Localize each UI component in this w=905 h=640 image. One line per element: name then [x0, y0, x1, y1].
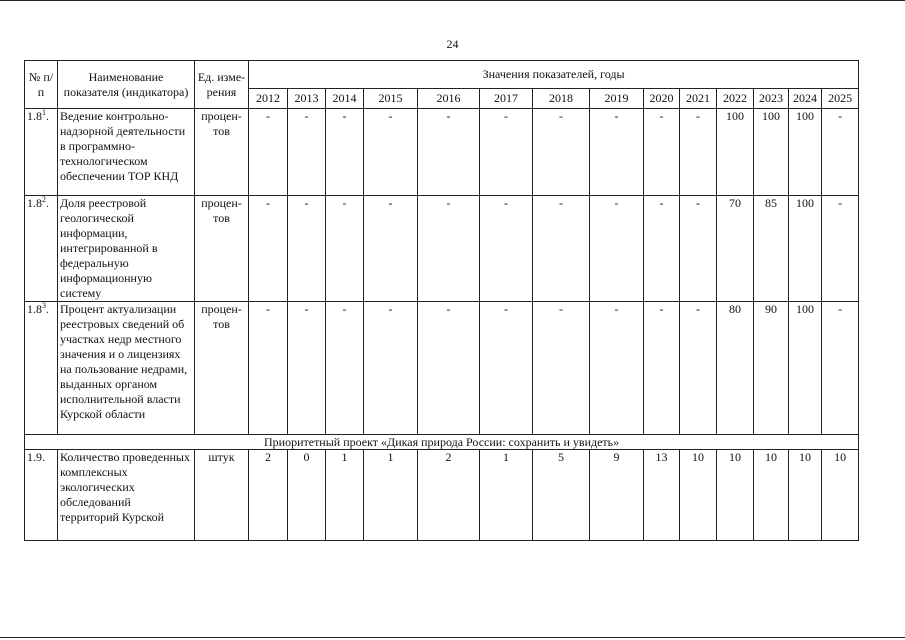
value-cell: 10 [754, 450, 789, 541]
header-year: 2014 [326, 89, 364, 109]
header-year: 2016 [418, 89, 480, 109]
value-cell: - [288, 196, 326, 302]
table-row [25, 109, 859, 196]
header-year: 2023 [754, 89, 789, 109]
value-cell: - [288, 109, 326, 196]
value-cell: 100 [754, 109, 789, 196]
value-cell: - [822, 109, 859, 196]
value-cell: - [480, 302, 533, 435]
section-title: Приоритетный проект «Дикая природа России: сохранить и увидеть» [25, 435, 859, 450]
value-cell: 100 [717, 109, 754, 196]
value-cell: - [326, 302, 364, 435]
indicator-name: Доля реестровой геологической информации, интегрированной в федеральную информационную систему [58, 196, 195, 302]
row-number-text: 1.8 [27, 109, 42, 123]
value-cell: 100 [789, 302, 822, 435]
value-cell: - [326, 109, 364, 196]
value-cell: - [680, 196, 717, 302]
value-cell: - [590, 302, 644, 435]
page-number: 24 [446, 37, 459, 51]
value-cell: - [590, 109, 644, 196]
value-cell: 80 [717, 302, 754, 435]
value-cell: - [822, 196, 859, 302]
header-name: Наименование показателя (индикатора) [58, 61, 195, 109]
value-cell: - [533, 196, 590, 302]
value-cell: 1 [364, 450, 418, 541]
table-row [25, 450, 859, 541]
row-number: $1.8^2$. [25, 196, 58, 302]
row-number-text: 1.8 [27, 302, 42, 316]
header-year: 2025 [822, 89, 859, 109]
value-cell: 70 [717, 196, 754, 302]
value-cell: - [418, 196, 480, 302]
value-cell: - [249, 196, 288, 302]
value-cell: - [249, 302, 288, 435]
scan-border-top [0, 0, 905, 1]
value-cell: 2 [418, 450, 480, 541]
header-year: 2020 [644, 89, 680, 109]
unit-cell: процен-тов [195, 196, 249, 302]
header-year: 2021 [680, 89, 717, 109]
value-cell: - [326, 196, 364, 302]
value-cell: 2 [249, 450, 288, 541]
unit-cell: штук [195, 450, 249, 541]
value-cell: 85 [754, 196, 789, 302]
value-cell: 10 [822, 450, 859, 541]
header-year: 2013 [288, 89, 326, 109]
value-cell: - [680, 109, 717, 196]
scan-border-bottom [0, 637, 905, 638]
value-cell: - [364, 109, 418, 196]
row-number: 1.9. [25, 450, 58, 541]
value-cell: - [480, 196, 533, 302]
value-cell: 5 [533, 450, 590, 541]
row-number-superscript: 2 [42, 195, 46, 204]
value-cell: - [418, 109, 480, 196]
value-cell: - [364, 196, 418, 302]
table-row [25, 196, 859, 302]
row-number-superscript: 3 [42, 301, 46, 310]
header-year: 2019 [590, 89, 644, 109]
header-year: 2017 [480, 89, 533, 109]
value-cell: - [680, 302, 717, 435]
value-cell: 9 [590, 450, 644, 541]
indicator-name: Процент актуализации реестровых сведений об участках недр местного значения и о лицензиях на пользование недрами, выданных органом исполнительной власти Курской области [58, 302, 195, 435]
header-values: Значения показателей, годы [249, 61, 859, 89]
indicator-name: Ведение контрольно-надзорной деятельности в программно-технологическом обеспечении ТОР КНД [58, 109, 195, 196]
header-unit: Ед. изме-рения [195, 61, 249, 109]
table-row [25, 302, 859, 435]
value-cell: 1 [480, 450, 533, 541]
value-cell: - [590, 196, 644, 302]
value-cell: - [644, 196, 680, 302]
indicator-name: Количество проведенных комплексных экологических обследований территорий Курской [58, 450, 195, 541]
value-cell: - [822, 302, 859, 435]
value-cell: - [644, 302, 680, 435]
row-number-text: 1.8 [27, 196, 42, 210]
value-cell: 1 [326, 450, 364, 541]
value-cell: 10 [789, 450, 822, 541]
value-cell: - [249, 109, 288, 196]
value-cell: - [364, 302, 418, 435]
header-year: 2018 [533, 89, 590, 109]
indicators-table [24, 60, 859, 541]
section-row [25, 435, 859, 450]
row-number-superscript: 1 [42, 108, 46, 117]
header-num: № п/п [25, 61, 58, 109]
header-year: 2015 [364, 89, 418, 109]
value-cell: - [644, 109, 680, 196]
header-year: 2012 [249, 89, 288, 109]
value-cell: - [480, 109, 533, 196]
row-number: $1.8^3$. [25, 302, 58, 435]
value-cell: 10 [680, 450, 717, 541]
row-number: $1.8^1$. [25, 109, 58, 196]
value-cell: - [533, 109, 590, 196]
header-year: 2024 [789, 89, 822, 109]
unit-cell: процен-тов [195, 109, 249, 196]
value-cell: 100 [789, 109, 822, 196]
unit-cell: процен-тов [195, 302, 249, 435]
value-cell: 90 [754, 302, 789, 435]
value-cell: - [288, 302, 326, 435]
value-cell: 100 [789, 196, 822, 302]
value-cell: - [418, 302, 480, 435]
value-cell: - [533, 302, 590, 435]
value-cell: 13 [644, 450, 680, 541]
value-cell: 10 [717, 450, 754, 541]
header-year: 2022 [717, 89, 754, 109]
value-cell: 0 [288, 450, 326, 541]
